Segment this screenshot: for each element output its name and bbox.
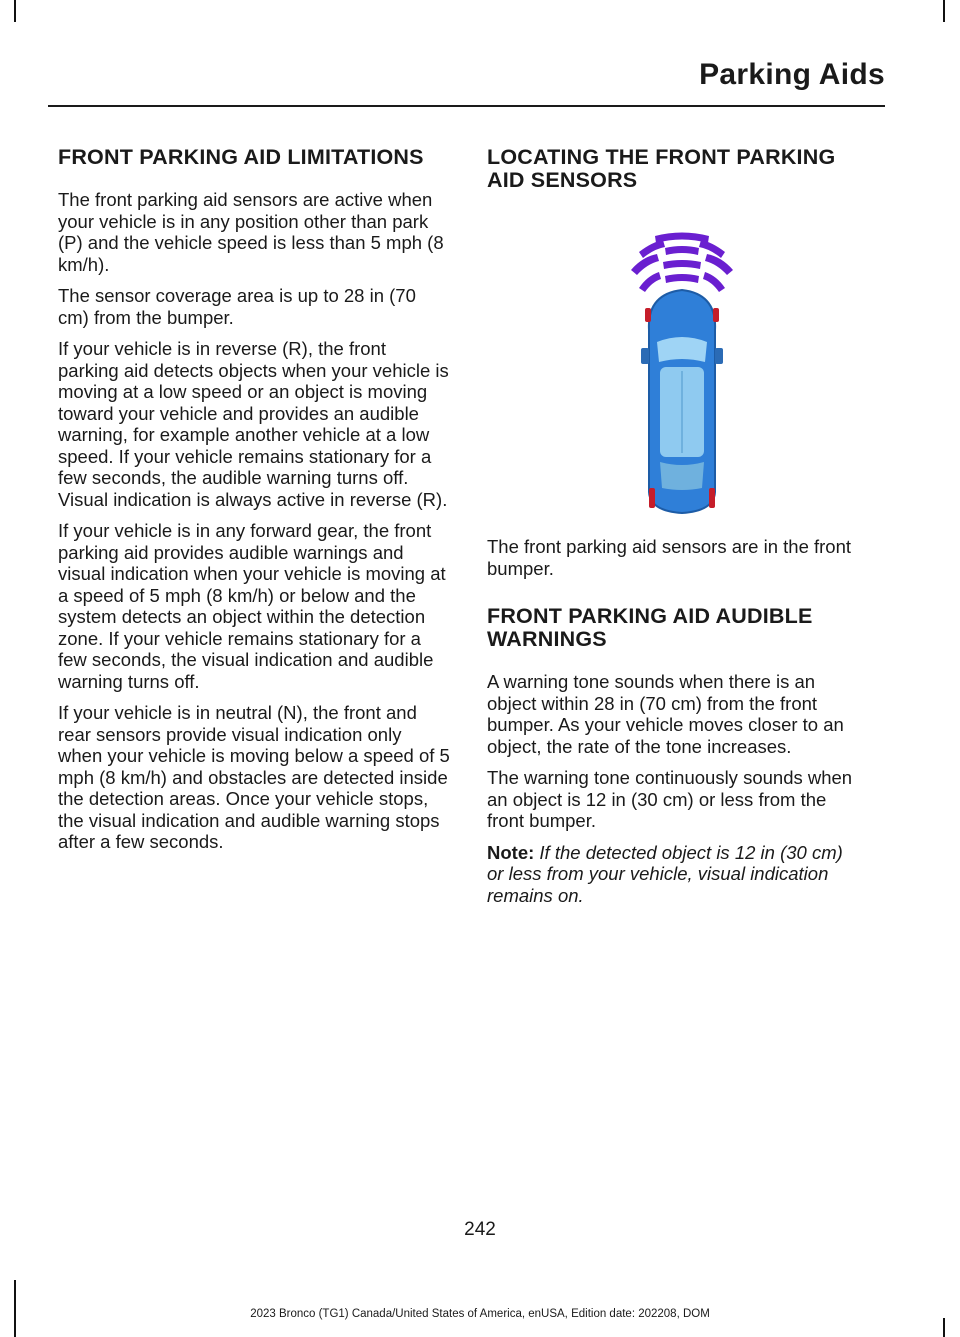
body-paragraph: The warning tone continuously sounds when an object is 12 in (30 cm) or less from the front bumper. [487,767,853,831]
body-paragraph: The front parking aid sensors are active when your vehicle is in any position other than park (P) and the vehicle speed is less than 5 mph (8 km/h). [58,189,444,275]
right-column [487,146,857,916]
body-paragraph: The sensor coverage area is up to 28 in (70 cm) from the bumper. [58,285,416,328]
crop-mark [943,1318,945,1337]
body-paragraph: If your vehicle is in any forward gear, the front parking aid provides audible warnings and visual indication when your vehicle is moving at a speed of 5 mph (8 km/h) or below and the system detects an object within the detection zone. If your vehicle remains stationary for a few seconds, the visual indication and audible warning turns off. [58,520,446,692]
section-heading-locating: LOCATING THE FRONT PARKING AID SENSORS [487,145,836,192]
body-paragraph: If your vehicle is in reverse (R), the front parking aid detects objects when your vehicle is moving at a low speed or an object is moving toward your vehicle and provides an audible warning, for example another vehicle at a low speed. If your vehicle remains stationary for a few seconds, the audible warning turns off. Visual indication is always active in reverse (R). [58,338,449,510]
header-rule [48,105,885,107]
left-column [58,146,450,863]
note-text: If the detected object is 12 in (30 cm) or less from your vehicle, visual indication remains on. [487,841,843,906]
note-label: Note: [487,841,535,863]
crop-mark [943,0,945,22]
figure-parking-sensors [487,212,857,518]
car-parking-sensors-icon [627,230,737,515]
section-heading-audible: FRONT PARKING AID AUDIBLE WARNINGS [487,604,813,651]
body-paragraph: If your vehicle is in neutral (N), the front and rear sensors provide visual indication only when your vehicle is moving below a speed of 5 mph (8 km/h) and obstacles are detected inside the detection areas. Once your vehicle stops, the visual indication and audible warning stops after a few seconds. [58,702,450,852]
body-paragraph: The front parking aid sensors are in the front bumper. [487,536,852,579]
footer-edition-info: 2023 Bronco (TG1) Canada/United States of America, enUSA, Edition date: 202208, DOM [250,1308,710,1320]
page-number: 242 [464,1219,496,1240]
body-paragraph: A warning tone sounds when there is an object within 28 in (70 cm) from the front bumper. As your vehicle moves closer to an object, the rate of the tone increases. [487,671,844,757]
section-heading-limitations: FRONT PARKING AID LIMITATIONS [58,145,424,169]
crop-mark [14,0,16,22]
page-header-title: Parking Aids [699,58,885,91]
note-paragraph [487,842,857,907]
